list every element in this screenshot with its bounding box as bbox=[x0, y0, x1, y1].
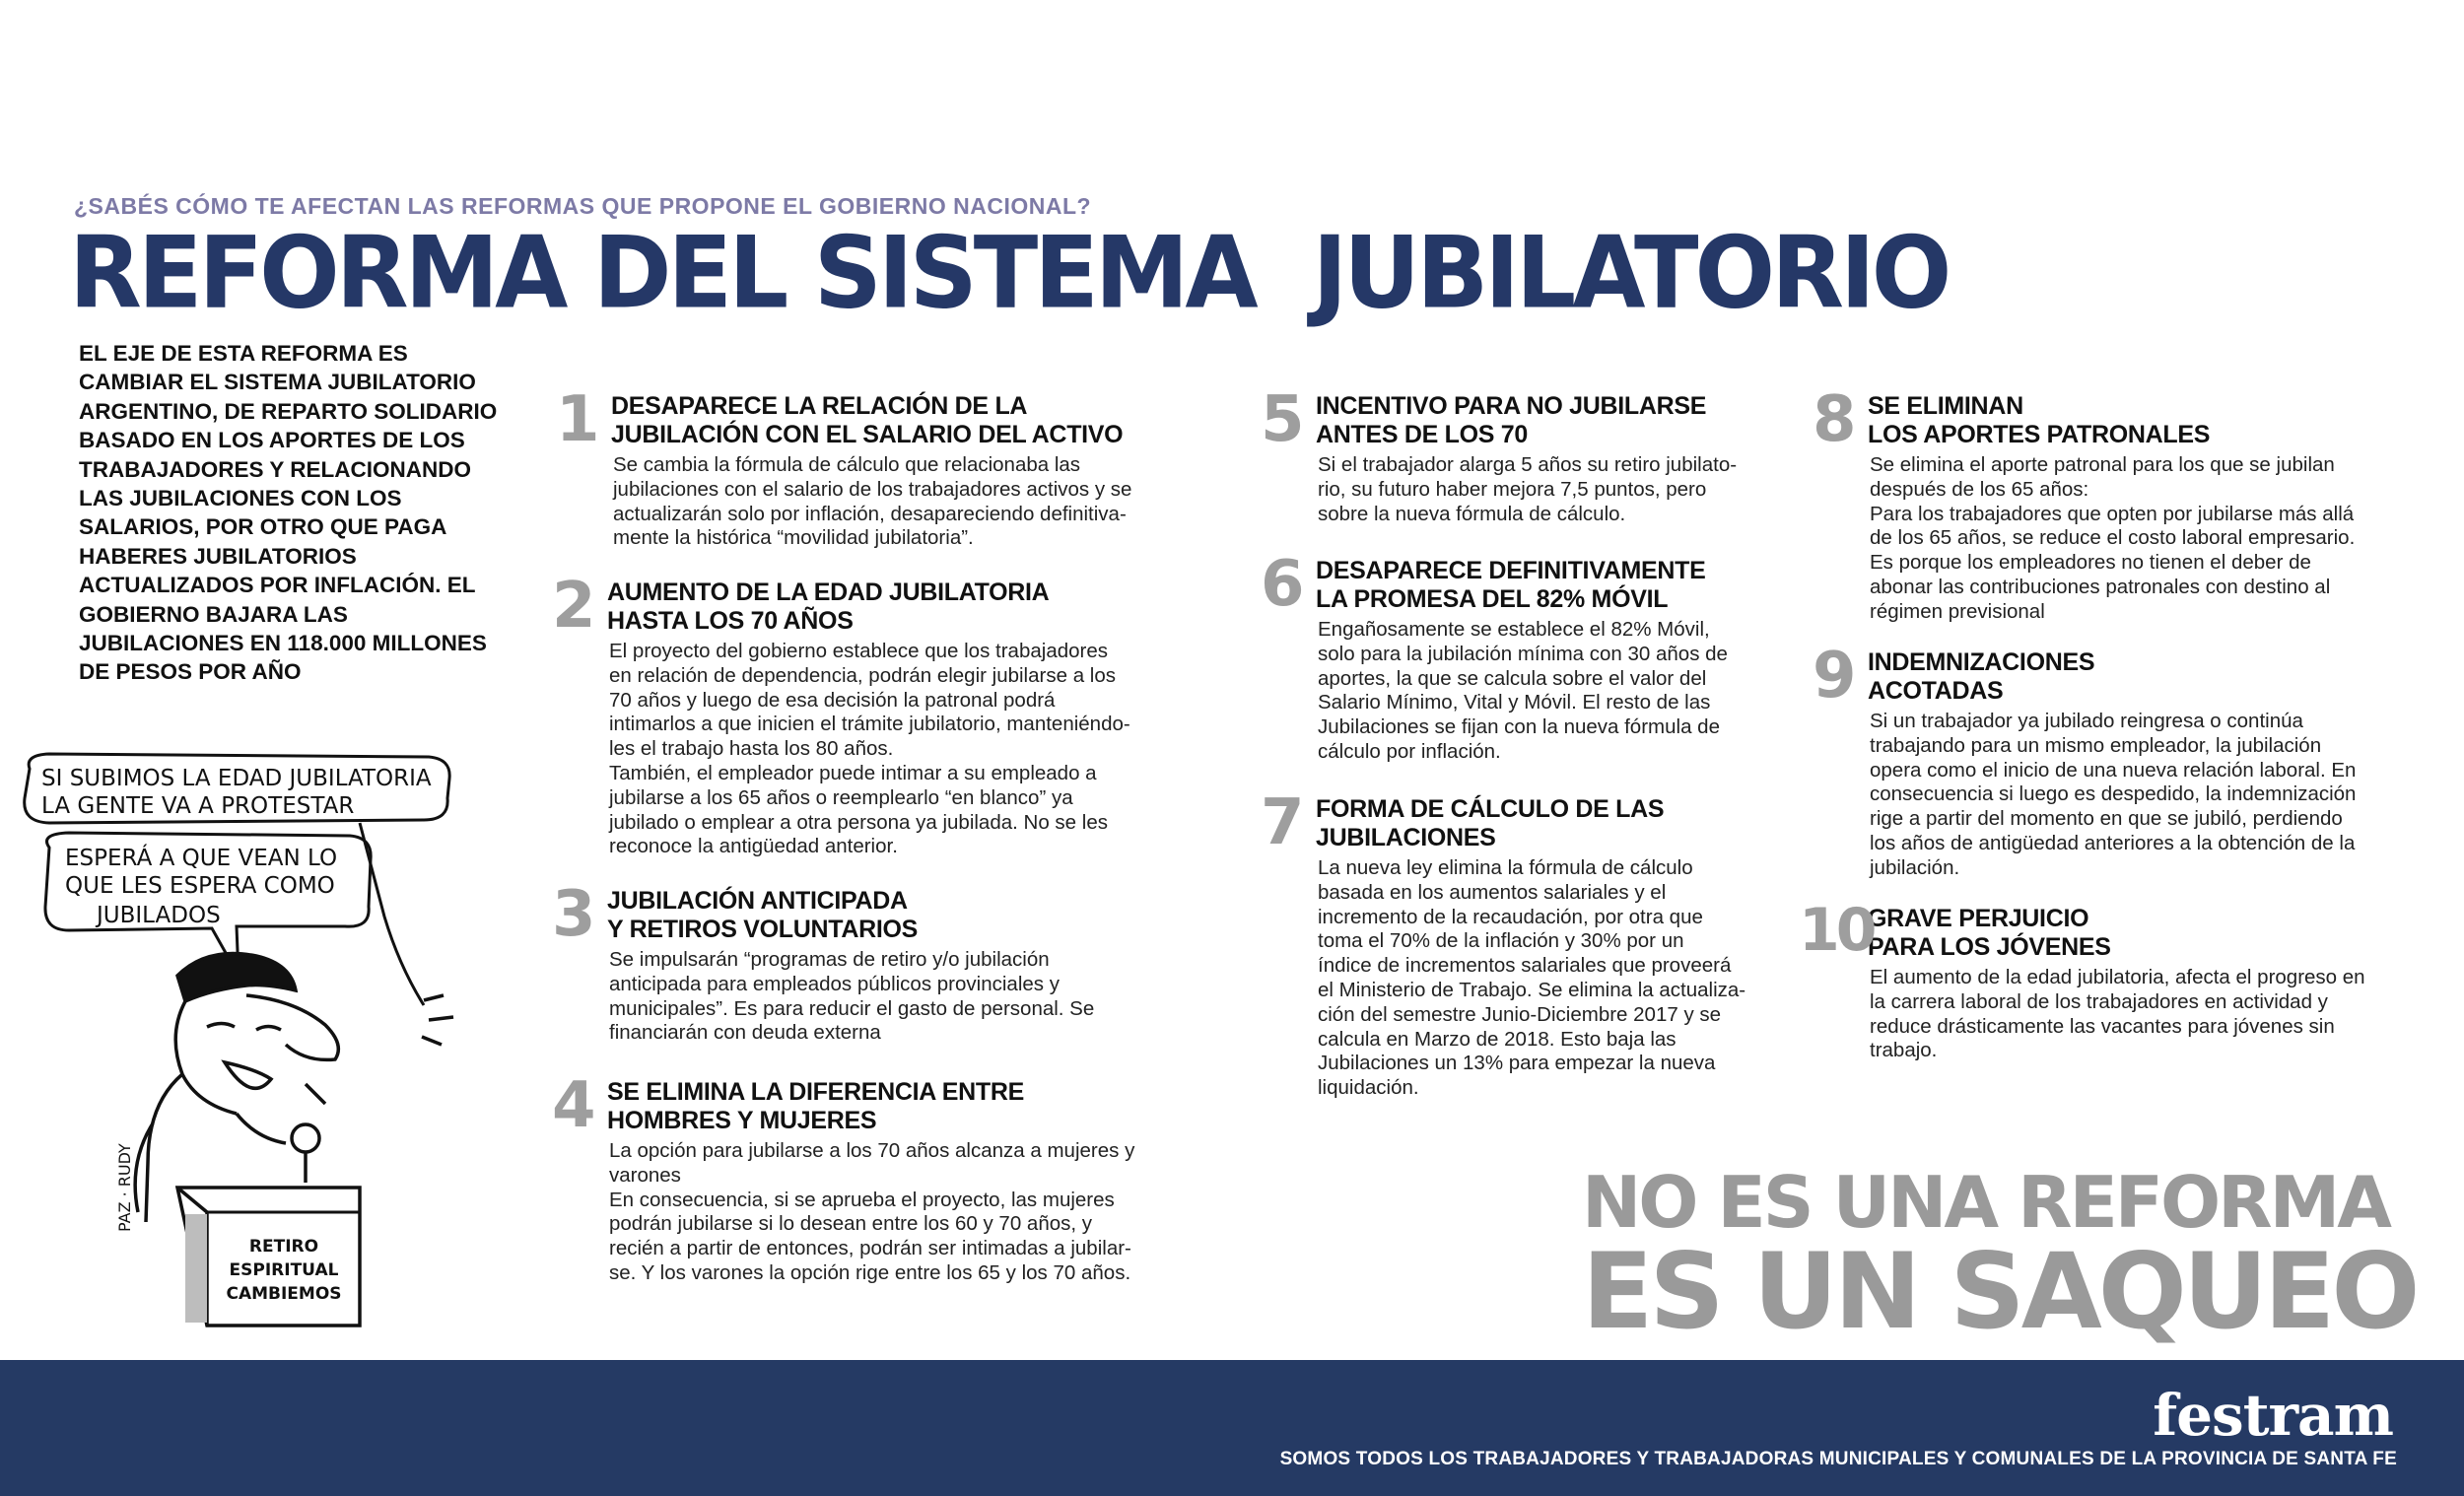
item-6 bbox=[1261, 548, 1818, 765]
item-number: 5 bbox=[1261, 383, 1301, 456]
item-1 bbox=[556, 383, 1193, 551]
item-7 bbox=[1261, 786, 1818, 1101]
item-body: Se elimina el aporte patronal para los que se jubilan después de los 65 años: Para los trabajadores que opten por jubilarse más allá de los 65 años, se reduce el costo laboral empresario. Es porque los empleadores no tienen el deber de abonar las contribuciones patronales con destino al régimen previsional bbox=[1870, 453, 2356, 623]
item-title: FORMA DE CÁLCULO DE LAS JUBILACIONES bbox=[1316, 795, 1665, 851]
slogan-line1: NO ES UNA REFORMA bbox=[1582, 1161, 2389, 1244]
item-10 bbox=[1799, 896, 2430, 1063]
bubble1-line2: LA GENTE VA A PROTESTAR bbox=[41, 793, 355, 819]
item-number: 3 bbox=[552, 878, 592, 951]
festram-logo: festram bbox=[2153, 1382, 2393, 1449]
item-title: SE ELIMINAN LOS APORTES PATRONALES bbox=[1868, 392, 2211, 448]
bubble2-line3: JUBILADOS bbox=[97, 903, 221, 928]
item-body: Engañosamente se establece el 82% Móvil, solo para la jubilación mínima con 30 años de aportes, la que se calcula sobre el valor del Salario Mínimo, Vital y Móvil. El resto de las Jubilaciones se fijan con la nueva fórmula de cálculo por inflación. bbox=[1318, 618, 1728, 763]
item-number: 9 bbox=[1813, 640, 1853, 713]
item-number: 6 bbox=[1261, 548, 1301, 621]
item-body: La nueva ley elimina la fórmula de cálculo basada en los aumentos salariales y el incremento de la recaudación, por otra que toma el 70% de la inflación y 30% por un índice de incrementos salariales que proveerá el Ministerio de Trabajo. Se elimina la actualiza- ción del semestre Junio-Diciembre 2017 y se calcula en Marzo de 2018. Esto baja las Jubilaciones un 13% para empezar la nueva liquidación. bbox=[1318, 856, 1746, 1100]
item-4 bbox=[552, 1069, 1189, 1286]
item-body: Si el trabajador alarga 5 años su retiro jubilato- rio, su futuro haber mejora 7,5 puntos, pero sobre la nueva fórmula de cálculo. bbox=[1318, 453, 1738, 525]
item-title: INDEMNIZACIONES ACOTADAS bbox=[1868, 648, 2095, 705]
item-title: INCENTIVO PARA NO JUBILARSE ANTES DE LOS 70 bbox=[1316, 392, 1707, 448]
item-body: El aumento de la edad jubilatoria, afecta el progreso en la carrera laboral de los trabajadores en actividad y reduce drásticamente las vacantes para jóvenes sin trabajo. bbox=[1870, 966, 2365, 1062]
header-kicker: ¿SABÉS CÓMO TE AFECTAN LAS REFORMAS QUE PROPONE EL GOBIERNO NACIONAL? bbox=[74, 193, 1092, 219]
item-number: 4 bbox=[552, 1069, 592, 1142]
footer-bar bbox=[0, 1360, 2464, 1496]
item-3 bbox=[552, 878, 1189, 1046]
item-2 bbox=[552, 570, 1189, 859]
footer-tagline: SOMOS TODOS LOS TRABAJADORES Y TRABAJADORAS MUNICIPALES Y COMUNALES DE LA PROVINCIA DE SANTA FE bbox=[1279, 1449, 2397, 1469]
item-9 bbox=[1813, 640, 2430, 881]
item-title: GRAVE PERJUICIO PARA LOS JÓVENES bbox=[1868, 905, 2111, 961]
item-number: 10 bbox=[1799, 896, 1874, 965]
intro-text: EL EJE DE ESTA REFORMA ES CAMBIAR EL SISTEMA JUBILATORIO ARGENTINO, DE REPARTO SOLIDARIO BASADO EN LOS APORTES DE LOS TRABAJADORES Y RELACIONANDO LAS JUBILACIONES CON LOS SALARIOS, POR OTRO QUE PAGA HABERES JUBILATORIOS ACTUALIZADOS POR INFLACIÓN. EL GOBIERNO BAJARA LAS JUBILACIONES EN 118.000 MILLONES DE PESOS POR AÑO bbox=[79, 341, 498, 685]
item-number: 7 bbox=[1261, 786, 1301, 859]
item-title: DESAPARECE LA RELACIÓN DE LA JUBILACIÓN CON EL SALARIO DEL ACTIVO bbox=[611, 392, 1124, 448]
item-title: JUBILACIÓN ANTICIPADA Y RETIROS VOLUNTARIOS bbox=[607, 887, 919, 943]
cartoon-signature: PAZ · RUDY bbox=[115, 1143, 134, 1232]
bubble1-line1: SI SUBIMOS LA EDAD JUBILATORIA bbox=[41, 766, 432, 791]
slogan bbox=[1582, 1161, 2417, 1352]
item-5 bbox=[1261, 383, 1818, 526]
podium bbox=[177, 1188, 360, 1326]
item-title: SE ELIMINA LA DIFERENCIA ENTRE HOMBRES Y MUJERES bbox=[607, 1078, 1024, 1134]
podium-line1: RETIRO bbox=[248, 1237, 319, 1257]
item-body: El proyecto del gobierno establece que los trabajadores en relación de dependencia, podrán elegir jubilarse a los 70 años y luego de esa decisión la patronal podrá intimarlos a que inicien el trámite jubilatorio, manteniéndo- les el trabajo hasta los 80 años. También, el empleador puede intimar a su empleado a jubilarse a los 65 años o reemplearlo “en blanco” ya jubilado o emplear a otra persona ya jubilada. No se les reconoce la antigüedad anterior. bbox=[609, 640, 1130, 858]
item-body: Si un trabajador ya jubilado reingresa o continúa trabajando para un mismo empleador, la jubilación opera como el inicio de una nueva relación laboral. En consecuencia si luego es despedido, la indemnización rige a partir del momento en que se jubiló, perdiendo los años de antigüedad anteriores a la obtención de la jubilación. bbox=[1870, 710, 2357, 879]
item-number: 1 bbox=[556, 383, 596, 456]
page-title: REFORMA DEL SISTEMA JUBILATORIO bbox=[69, 215, 1949, 331]
item-body: Se impulsarán “programas de retiro y/o jubilación anticipada para empleados públicos provinciales y municipales”. Es para reducir el gasto de personal. Se financiarán con deuda externa bbox=[609, 948, 1095, 1045]
item-8 bbox=[1813, 383, 2430, 625]
item-body: La opción para jubilarse a los 70 años alcanza a mujeres y varones En consecuencia, si se aprueba el proyecto, las mujeres podrán jubilarse si lo desean entre los 60 y 70 años, y recién a partir de entonces, podrán ser intimadas a jubilar- se. Y los varones la opción rige entre los 65 y los 70 años. bbox=[609, 1139, 1135, 1284]
cartoon-illustration bbox=[10, 749, 473, 1330]
item-number: 2 bbox=[552, 570, 592, 643]
politician-figure bbox=[135, 954, 453, 1223]
slogan-line2: ES UN SAQUEO bbox=[1582, 1231, 2417, 1352]
bubble2-line1: ESPERÁ A QUE VEAN LO bbox=[65, 846, 338, 871]
bubble2-line2: QUE LES ESPERA COMO bbox=[65, 873, 335, 899]
podium-line3: CAMBIEMOS bbox=[226, 1284, 342, 1304]
item-number: 8 bbox=[1813, 383, 1853, 456]
item-title: AUMENTO DE LA EDAD JUBILATORIA HASTA LOS 70 AÑOS bbox=[607, 578, 1050, 635]
item-title: DESAPARECE DEFINITIVAMENTE LA PROMESA DEL 82% MÓVIL bbox=[1316, 557, 1706, 613]
item-body: Se cambia la fórmula de cálculo que relacionaba las jubilaciones con el salario de los trabajadores activos y se actualizarán solo por inflación, desapareciendo definitiva- mente la histórica “movilidad jubilatoria”. bbox=[613, 453, 1132, 550]
podium-line2: ESPIRITUAL bbox=[229, 1260, 339, 1280]
